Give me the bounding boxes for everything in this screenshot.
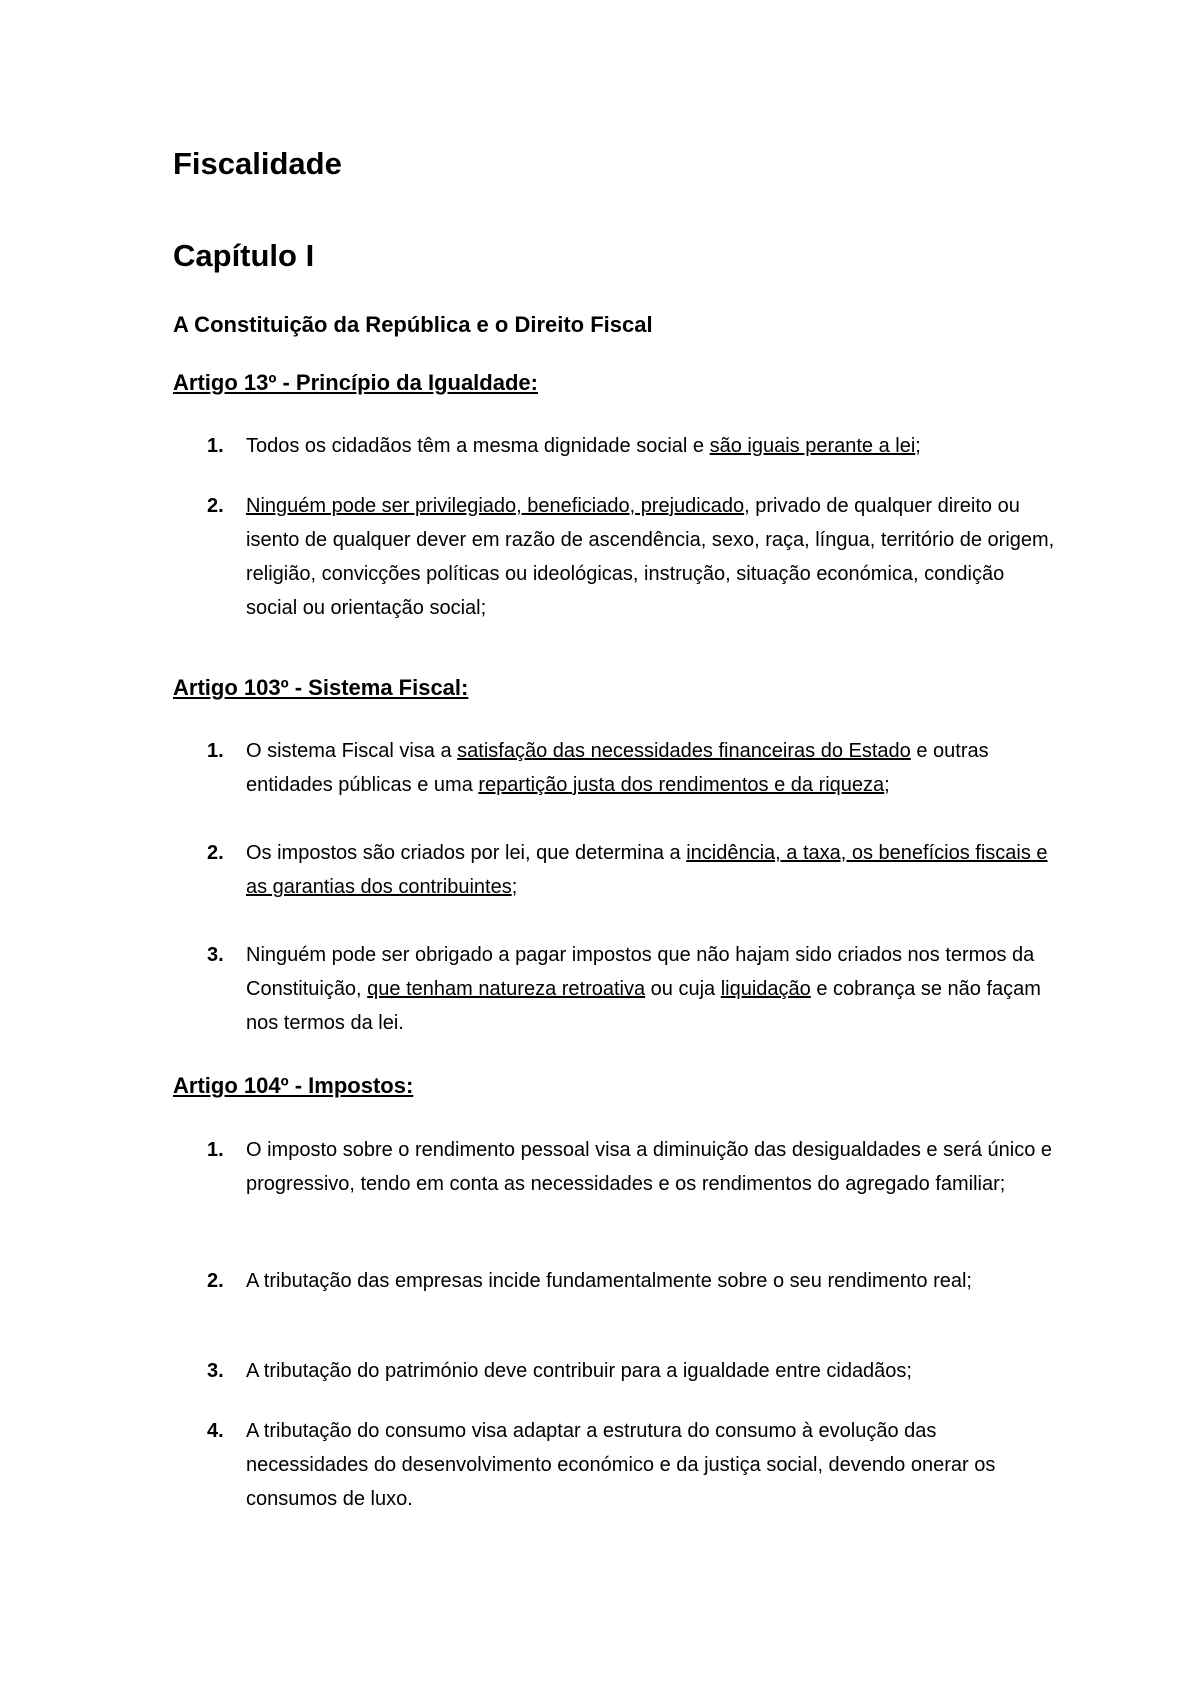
item-number: 1. [207,1139,224,1161]
item-text: Ninguém pode ser obrigado a pagar impostos que não hajam sido criados nos termos da Constituição, que tenham natureza retroativa ou cuja liquidação e cobrança se não façam nos termos da lei. [246,944,1041,1034]
item-text: Todos os cidadãos têm a mesma dignidade social e são iguais perante a lei; [246,435,921,457]
item-text: Os impostos são criados por lei, que determina a incidência, a taxa, os benefícios fiscais e as garantias dos contribuintes; [246,842,1048,898]
chapter-heading: Capítulo I [173,238,315,273]
item-number: 3. [207,1360,224,1382]
section-subtitle: A Constituição da República e o Direito Fiscal [173,312,653,337]
article-13-heading: Artigo 13º - Princípio da Igualdade: [173,370,538,395]
item-number: 3. [207,944,224,966]
item-text: O sistema Fiscal visa a satisfação das necessidades financeiras do Estado e outras entidades públicas e uma repartição justa dos rendimentos e da riqueza; [246,740,989,796]
item-number: 2. [207,1270,224,1292]
item-number: 4. [207,1420,224,1442]
item-text: O imposto sobre o rendimento pessoal visa a diminuição das desigualdades e será único e progressivo, tendo em conta as necessidades e os rendimentos do agregado familiar; [246,1139,1053,1195]
article-104-heading: Artigo 104º - Impostos: [173,1073,414,1098]
page-title: Fiscalidade [173,146,342,181]
article-103-heading: Artigo 103º - Sistema Fiscal: [173,675,469,700]
item-number: 2. [207,842,224,864]
item-text: A tributação do consumo visa adaptar a estrutura do consumo à evolução das necessidades do desenvolvimento económico e da justiça social, devendo onerar os consumos de luxo. [246,1420,996,1510]
item-number: 1. [207,740,224,762]
item-text: A tributação do património deve contribuir para a igualdade entre cidadãos; [246,1360,912,1382]
item-number: 2. [207,495,224,517]
item-text: A tributação das empresas incide fundamentalmente sobre o seu rendimento real; [246,1270,972,1292]
item-text: Ninguém pode ser privilegiado, beneficiado, prejudicado, privado de qualquer direito ou isento de qualquer dever em razão de ascendência, sexo, raça, língua, território de origem, religião, convicções políticas ou ideológicas, instrução, situação económica, condição social ou orientação social; [246,495,1055,619]
item-number: 1. [207,435,224,457]
